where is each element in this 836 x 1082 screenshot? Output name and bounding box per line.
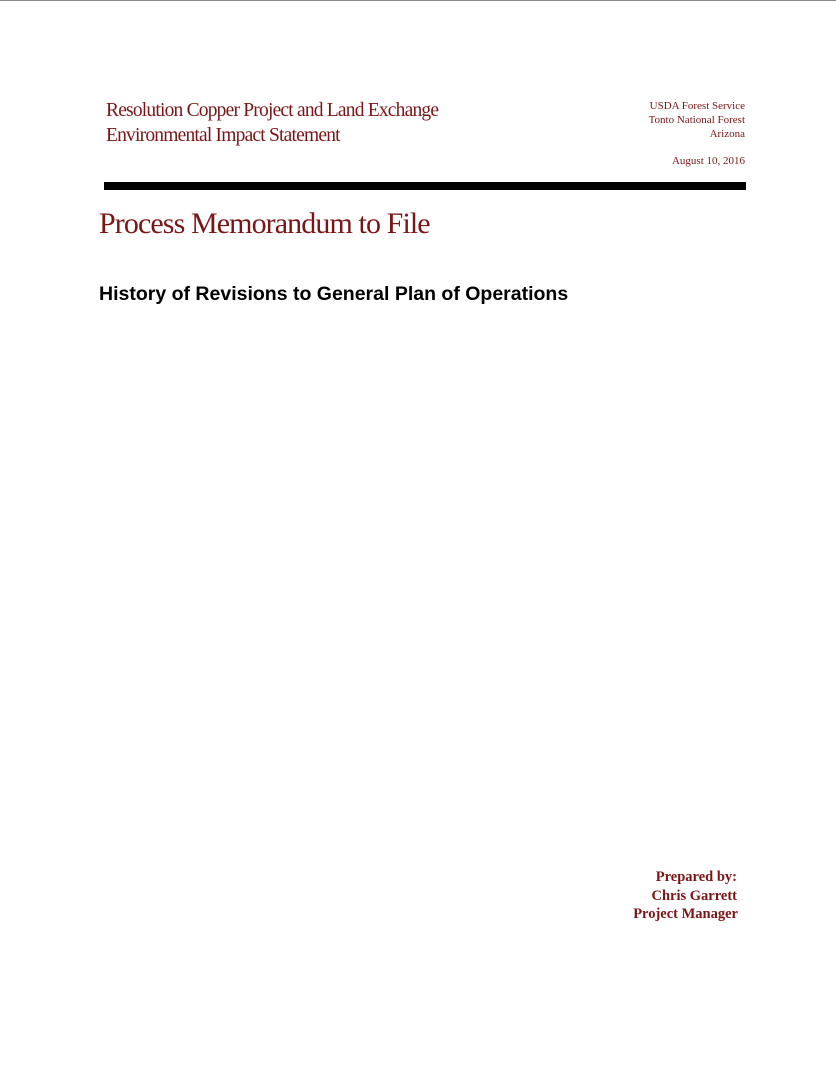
header-divider xyxy=(104,182,746,190)
project-title-line-1: Resolution Copper Project and Land Exchange xyxy=(106,100,439,121)
prepared-by-block xyxy=(478,868,738,924)
memo-subtitle: History of Revisions to General Plan of Operations xyxy=(99,283,569,305)
prepared-by-label: Prepared by: xyxy=(655,869,737,885)
document-date: August 10, 2016 xyxy=(671,155,745,167)
project-title-line-2: Environmental Impact Statement xyxy=(106,125,340,146)
agency-block xyxy=(525,99,745,141)
agency-name: USDA Forest Service xyxy=(649,100,745,112)
state-name: Arizona xyxy=(709,128,745,140)
preparer-name: Chris Garrett xyxy=(651,887,737,904)
memo-title: Process Memorandum to File xyxy=(99,207,430,240)
forest-name: Tonto National Forest xyxy=(648,114,745,126)
page-top-border xyxy=(0,0,836,1)
project-title xyxy=(106,98,536,148)
preparer-role: Project Manager xyxy=(633,906,738,922)
